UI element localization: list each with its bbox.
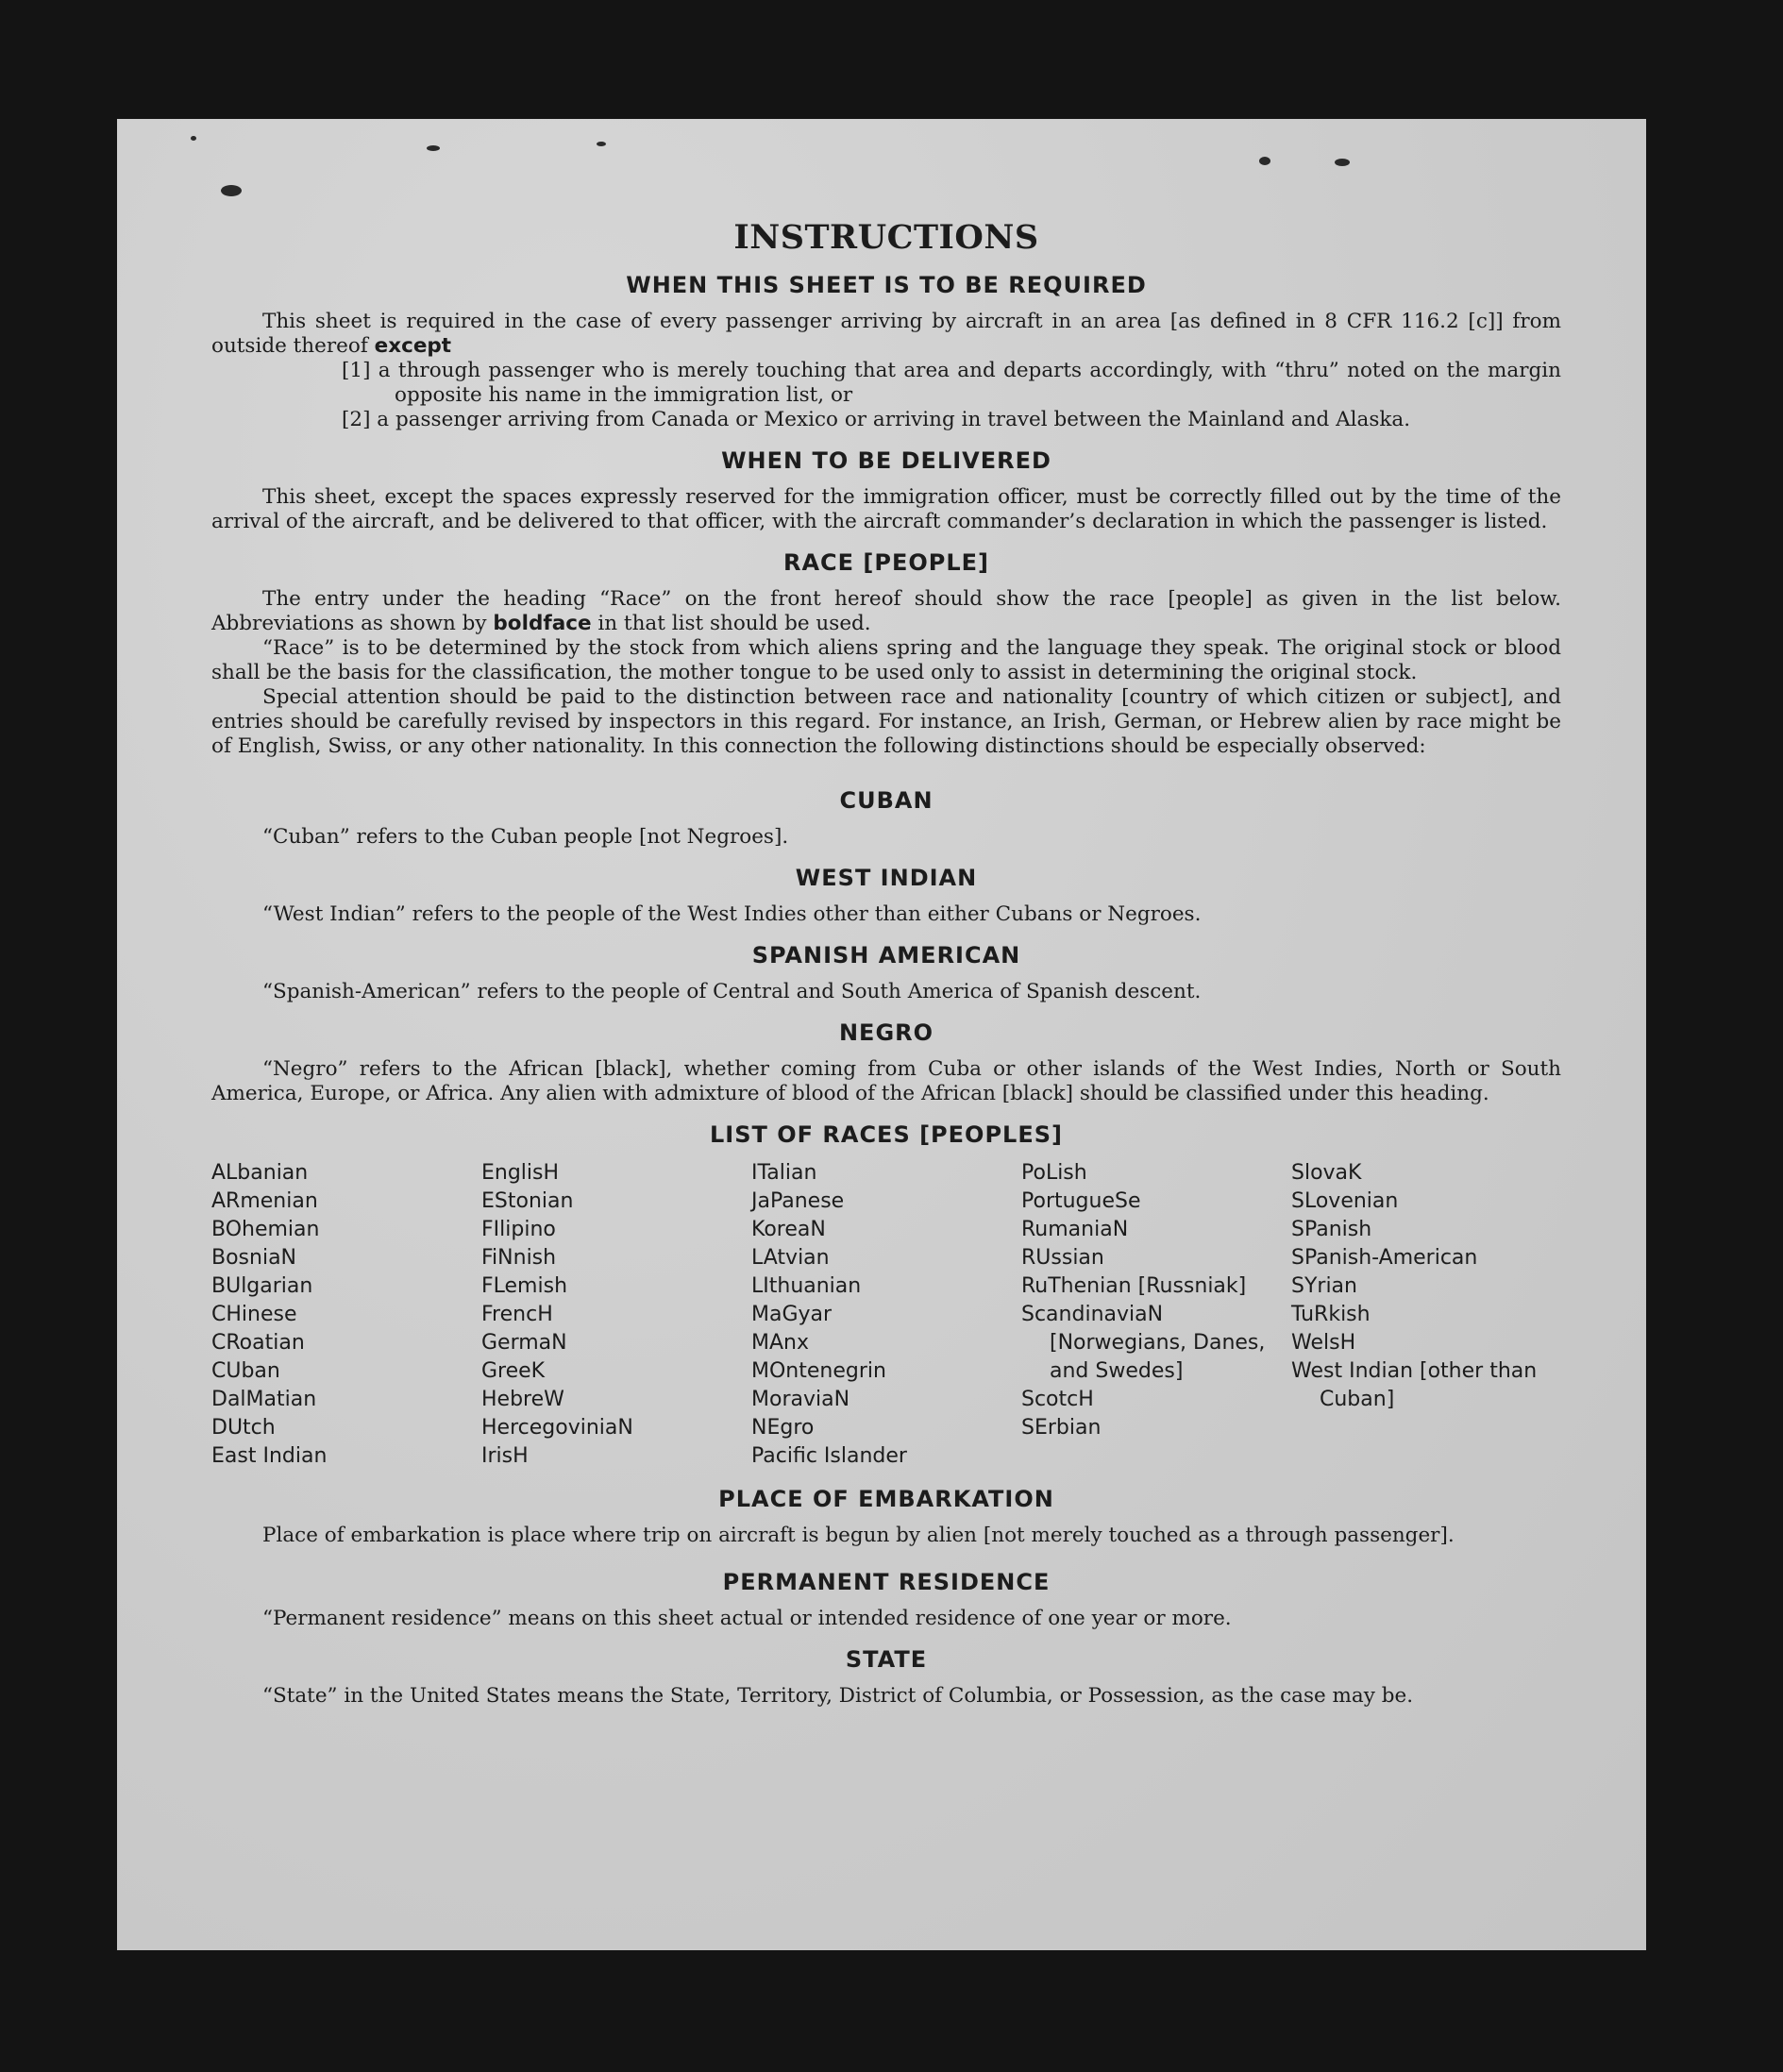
race-item: BosniaN (211, 1246, 297, 1270)
speck (191, 136, 196, 141)
page-title: INSTRUCTIONS (733, 218, 1039, 257)
document-page (117, 119, 1646, 1950)
text-race-1b: in that list should be used. (597, 612, 871, 635)
heading-race: RACE [PEOPLE] (782, 549, 990, 576)
race-item: CUban (211, 1359, 280, 1383)
race-item: DUtch (211, 1416, 276, 1440)
race-item: LAtvian (751, 1246, 830, 1270)
race-item: EnglisH (481, 1161, 560, 1185)
race-item: SYrian (1291, 1274, 1357, 1298)
race-item: Pacific Islander (751, 1444, 907, 1468)
race-item: WelsH (1291, 1331, 1356, 1355)
paragraph-west-indian: “West Indian” refers to the people of the West Indies other than either Cubans or Negroes. (262, 902, 1202, 926)
race-item: GreeK (481, 1359, 546, 1383)
race-item: ITalian (751, 1161, 817, 1185)
race-item: West Indian [other than Cuban] (1291, 1359, 1538, 1411)
paragraph-race-2: “Race” is to be determined by the stock from which aliens spring and the language they speak. The original stock or blood shall be the basis for the classification, the mother tongue to be used only to assist in determining the original stock. (211, 636, 1561, 684)
text-except: except (374, 334, 452, 358)
race-item: RumaniaN (1021, 1218, 1129, 1241)
race-item: JaPanese (751, 1189, 845, 1213)
race-item: LIthuanian (751, 1274, 862, 1298)
heading-embarkation: PLACE OF EMBARKATION (718, 1486, 1054, 1512)
paragraph-when-delivered: This sheet, except the spaces expressly reserved for the immigration officer, must be correctly filled out by the time of the arrival of the aircraft, and be delivered to that officer, with the aircraft commander’s declaration in which the passenger is listed. (211, 485, 1561, 533)
race-item: PortugueSe (1021, 1189, 1141, 1213)
speck (1335, 159, 1350, 166)
heading-cuban: CUBAN (839, 787, 934, 814)
race-item: MAnx (751, 1331, 809, 1355)
text-race-1a: The entry under the heading “Race” on the front hereof should show the race [people] as given in the list below. Abbreviations as shown by (211, 587, 1561, 635)
race-item: HebreW (481, 1388, 564, 1411)
race-item: HercegoviniaN (481, 1416, 633, 1440)
race-item: SlovaK (1291, 1161, 1362, 1185)
race-item: TuRkish (1291, 1303, 1371, 1326)
race-column-5 (1291, 1159, 1561, 1471)
paragraph-cuban: “Cuban” refers to the Cuban people [not Negroes]. (262, 825, 789, 849)
heading-when-required: WHEN THIS SHEET IS TO BE REQUIRED (626, 272, 1147, 298)
paragraph-permanent-residence: “Permanent residence” means on this sheet actual or intended residence of one year or more. (262, 1607, 1232, 1630)
race-item: FrencH (481, 1303, 553, 1326)
speck (597, 142, 606, 146)
race-item: GermaN (481, 1331, 567, 1355)
race-item: CRoatian (211, 1331, 305, 1355)
race-item: MaGyar (751, 1303, 833, 1326)
paragraph-state: “State” in the United States means the State, Territory, District of Columbia, or Possession, as the case may be. (262, 1684, 1414, 1708)
list-item-2: [2] a passenger arriving from Canada or Mexico or arriving in travel between the Mainland and Alaska. (342, 408, 1411, 431)
heading-west-indian: WEST INDIAN (795, 865, 978, 891)
race-item: EStonian (481, 1189, 574, 1213)
paragraph-spanish-american: “Spanish-American” refers to the people of Central and South America of Spanish descent. (262, 980, 1202, 1003)
race-item: SPanish (1291, 1218, 1372, 1241)
race-item: DalMatian (211, 1388, 317, 1411)
heading-spanish-american: SPANISH AMERICAN (751, 942, 1021, 969)
heading-negro: NEGRO (838, 1019, 934, 1046)
paragraph-when-required (211, 310, 1561, 359)
race-column-1 (211, 1159, 481, 1471)
race-item: MOntenegrin (751, 1359, 886, 1383)
paragraph-negro: “Negro” refers to the African [black], whether coming from Cuba or other islands of the West Indies, North or South America, Europe, or Africa. Any alien with admixture of blood of the African [black] should be classified under this heading. (211, 1057, 1561, 1105)
race-item: MoraviaN (751, 1388, 850, 1411)
race-item: East Indian (211, 1444, 328, 1468)
race-item: FIlipino (481, 1218, 556, 1241)
race-item: PoLish (1021, 1161, 1087, 1185)
race-item: RuThenian [Russniak] (1021, 1274, 1247, 1298)
race-list (211, 1159, 1561, 1471)
speck (221, 185, 242, 196)
heading-permanent-residence: PERMANENT RESIDENCE (722, 1569, 1051, 1595)
race-item: IrisH (481, 1444, 529, 1468)
race-column-2 (481, 1159, 751, 1471)
race-item: FiNnish (481, 1246, 557, 1270)
race-item: CHinese (211, 1303, 297, 1326)
text-boldface: boldface (493, 612, 592, 635)
race-item: RUssian (1021, 1246, 1104, 1270)
paragraph-embarkation: Place of embarkation is place where trip on aircraft is begun by alien [not merely touched as a through passenger]. (262, 1524, 1455, 1547)
race-item: ALbanian (211, 1161, 309, 1185)
speck (427, 145, 440, 151)
heading-when-delivered: WHEN TO BE DELIVERED (721, 447, 1051, 474)
list-item-1: [1] a through passenger who is merely touching that area and departs accordingly, with “thru” noted on the margin opposite his name in the immigration list, or (342, 359, 1561, 407)
race-item: SPanish-American (1291, 1246, 1478, 1270)
race-item: SLovenian (1291, 1189, 1399, 1213)
speck (1259, 157, 1270, 165)
paragraph-race-3: Special attention should be paid to the distinction between race and nationality [country of which citizen or subject], and entries should be carefully revised by inspectors in this regard. For instance, an Irish, German, or Hebrew alien by race might be of English, Swiss, or any other nationality. In this connection the following distinctions should be especially observed: (211, 685, 1561, 758)
race-item: KoreaN (751, 1218, 826, 1241)
heading-list-of-races: LIST OF RACES [PEOPLES] (710, 1121, 1063, 1148)
race-item: NEgro (751, 1416, 815, 1440)
race-item: SErbian (1021, 1416, 1102, 1440)
race-item: ScandinaviaN [Norwegians, Danes, and Swedes] (1021, 1303, 1266, 1383)
instructions-content (211, 218, 1561, 1709)
heading-state: STATE (845, 1646, 928, 1673)
race-column-4 (1021, 1159, 1291, 1471)
race-item: BOhemian (211, 1218, 320, 1241)
race-item: ARmenian (211, 1189, 318, 1213)
text-when-required-intro: This sheet is required in the case of every passenger arriving by aircraft in an area [as defined in 8 CFR 116.2 [c]] from outside thereof (211, 310, 1561, 358)
race-item: BUlgarian (211, 1274, 313, 1298)
race-item: FLemish (481, 1274, 568, 1298)
race-column-3 (751, 1159, 1021, 1471)
paragraph-race-1 (211, 587, 1561, 636)
race-item: ScotcH (1021, 1388, 1094, 1411)
